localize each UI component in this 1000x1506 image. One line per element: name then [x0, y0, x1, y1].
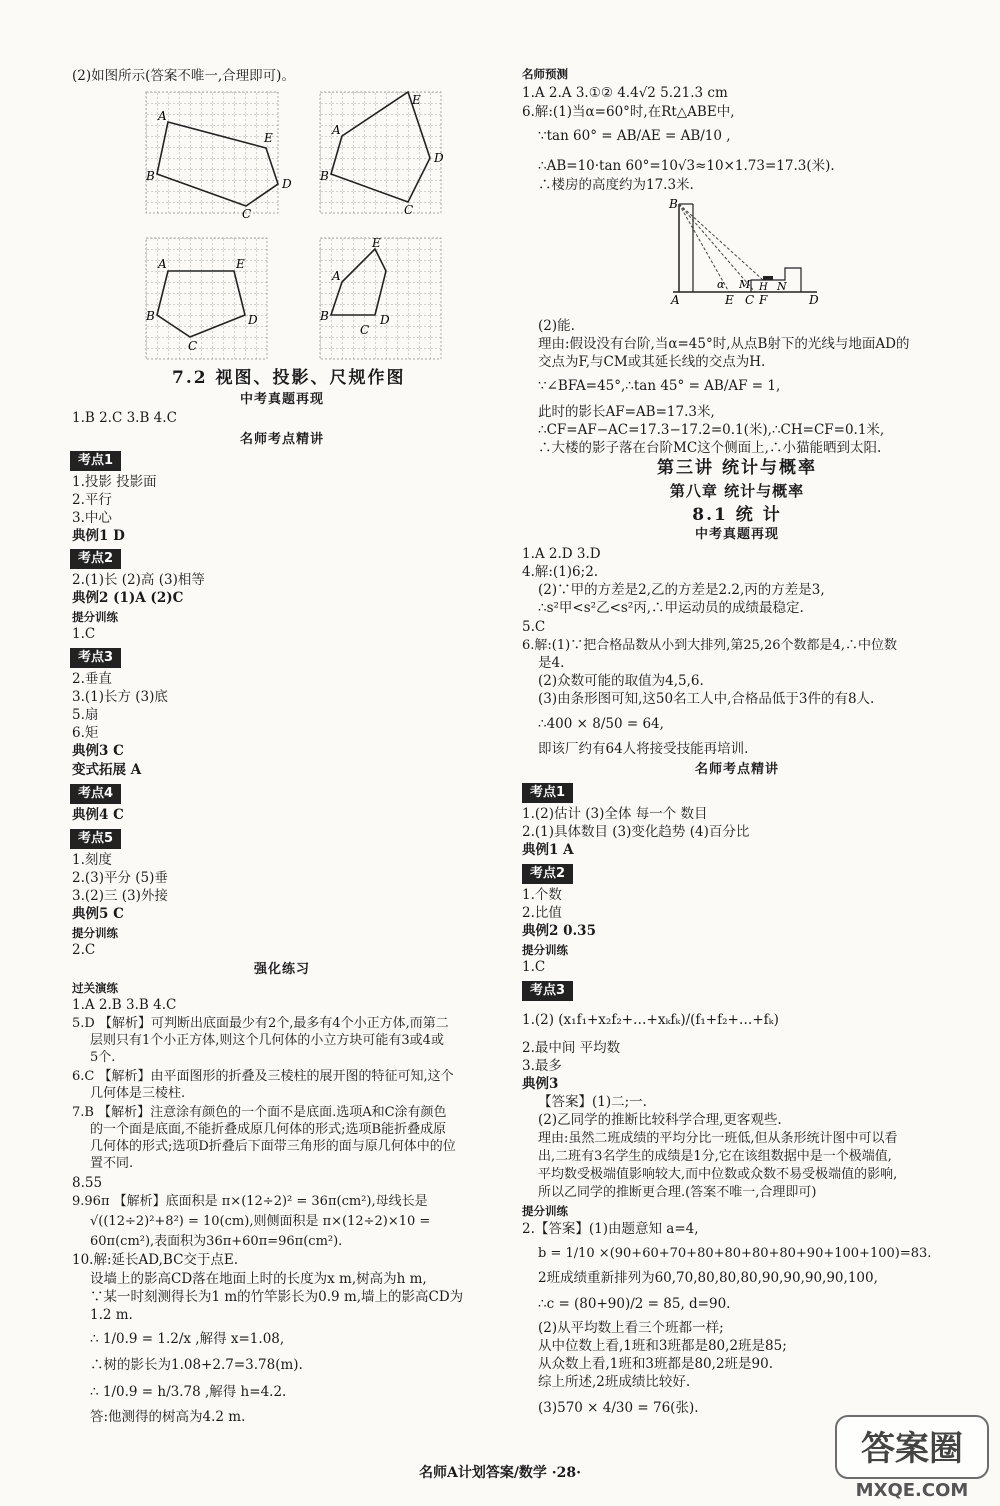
text-line: 置不同.: [90, 1156, 134, 1171]
text-line: 提分训练: [522, 943, 568, 957]
text-line: 1.B 2.C 3.B 4.C: [72, 410, 177, 426]
kaodian-tag: 考点2: [522, 864, 573, 884]
text-line: 1.(2)估计 (3)全体 每一个 数目: [522, 806, 708, 822]
kaodian-tag: 考点1: [522, 783, 573, 803]
text-line: (2)从平均数上看三个班都一样;: [538, 1320, 724, 1336]
label-E: E: [412, 93, 421, 107]
text-line: 1.刻度: [72, 852, 112, 868]
text-line: (2)能.: [538, 318, 575, 334]
text-line: 即该厂约有64人将接受技能再培训.: [538, 741, 749, 757]
text-line: 7.B 【解析】注意涂有颜色的一个面不是底面.选项A和C涂有颜色: [72, 1105, 447, 1120]
text-line: 理由:虽然二班成绩的平均分比一班低,但从条形统计图中可以看: [538, 1131, 898, 1146]
text-line: 典例4 C: [72, 807, 124, 823]
text-line: 平均数受极端值影响较大,而中位数或众数不易受极端值的影响,: [538, 1167, 898, 1182]
label-C: C: [404, 203, 414, 217]
label-A: A: [332, 123, 341, 137]
text-line: 8.55: [72, 1175, 103, 1191]
text-line: 5.D 【解析】可判断出底面最少有2个,最多有4个小正方体,而第二: [72, 1016, 449, 1031]
text-line: 5.C: [522, 619, 546, 635]
text-line: 典例1 D: [72, 528, 125, 544]
text-line: 2.C: [72, 942, 96, 958]
chapter-heading: 第三讲 统计与概率: [657, 458, 817, 478]
pentagon-figures: [140, 88, 510, 366]
text-line: √((12÷2)²+8²) = 10(cm),则侧面积是 π×(12÷2)×10 =: [90, 1214, 431, 1229]
text-line: 综上所述,2班成绩比较好.: [538, 1374, 691, 1390]
shadow-diagram: [667, 196, 837, 308]
label-C: C: [360, 323, 370, 337]
text-line: ∴ 1/0.9 = h/3.78 ,解得 h=4.2.: [90, 1384, 287, 1400]
text-line: 典例2 0.35: [522, 923, 596, 939]
text-line: 所以乙同学的推断更合理.(答案不唯一,合理即可): [538, 1185, 817, 1200]
text-line: 2班成绩重新排列为60,70,80,80,80,90,90,90,90,100,: [538, 1270, 878, 1286]
figure-2: [319, 92, 444, 217]
text-line: ∴楼房的高度约为17.3米.: [538, 177, 694, 193]
text-line: (2)乙同学的推断比较科学合理,更客观些.: [538, 1112, 782, 1128]
label-E: E: [264, 131, 273, 145]
kaodian-tag: 考点5: [70, 829, 121, 849]
text-line: 6.矩: [72, 725, 99, 741]
label-A: A: [158, 109, 167, 123]
text-line: ∴大楼的影子落在台阶MC这个侧面上,∴小猫能晒到太阳.: [538, 440, 882, 456]
text-line: 1.(2) (x₁f₁+x₂f₂+…+xₖfₖ)/(f₁+f₂+…+fₖ): [522, 1012, 779, 1028]
text-line: ∵∠BFA=45°,∴tan 45° = AB/AF = 1,: [538, 378, 781, 394]
text-line: 过关演练: [72, 981, 118, 995]
text-line: 理由:假设没有台阶,当α=45°时,从点B射下的光线与地面AD的: [538, 336, 910, 352]
subheading: 名师考点精讲: [239, 432, 324, 447]
text-line: 1.个数: [522, 887, 562, 903]
text-line: 3.(2)三 (3)外接: [72, 888, 168, 904]
text-line: 2.(1)具体数目 (3)变化趋势 (4)百分比: [522, 824, 750, 840]
text-line: 2.垂直: [72, 671, 112, 687]
section-title-7-2: 7.2 视图、投影、尺规作图: [172, 368, 406, 388]
text-line: (3)570 × 4/30 = 76(张).: [538, 1400, 699, 1416]
text-line: 从中位数上看,1班和3班都是80,2班是85;: [538, 1338, 787, 1354]
text-line: (2)∵甲的方差是2,乙的方差是2.2,丙的方差是3,: [538, 582, 825, 598]
text-line: ∴400 × 8/50 = 64,: [538, 716, 664, 732]
text-line: 6.解:(1)∵把合格品数从小到大排列,第25,26个数都是4,∴中位数: [522, 638, 897, 653]
label-D: D: [248, 313, 258, 327]
text-line: 提分训练: [72, 610, 118, 624]
text-line: 2.【答案】(1)由题意知 a=4,: [522, 1221, 699, 1237]
svg-text:MXQE.COM: MXQE.COM: [855, 1480, 969, 1500]
label-A: A: [158, 257, 167, 271]
text-line: 典例2 (1)A (2)C: [72, 590, 184, 606]
text-line: 6.解:(1)当α=60°时,在Rt△ABE中,: [522, 104, 735, 120]
text-line: 出,二班有3名学生的成绩是1分,它在该组数据中是一个极端值,: [538, 1149, 892, 1164]
svg-text:答案圈: 答案圈: [861, 1429, 963, 1469]
label-D: D: [380, 313, 390, 327]
text-line: 2.平行: [72, 492, 112, 508]
text-line: 1.A 2.A 3.①② 4.4√2 5.21.3 cm: [522, 85, 728, 101]
kaodian-tag: 考点3: [70, 648, 121, 668]
text-line: 几何体的形式;选项D折叠后下面带三角形的面与原几何体中的位: [90, 1139, 456, 1154]
text-line: 设墙上的影高CD落在地面上时的长度为x m,树高为h m,: [90, 1271, 427, 1287]
text-line: 【答案】(1)二;一.: [538, 1094, 647, 1110]
label-C: C: [242, 207, 252, 221]
text-line: 2.(1)长 (2)高 (3)相等: [72, 572, 205, 588]
label-B: B: [320, 169, 329, 183]
subheading: 强化练习: [253, 962, 310, 977]
text-line: 60π(cm²),表面积为36π+60π=96π(cm²).: [90, 1234, 343, 1249]
text-line: 5个.: [90, 1050, 116, 1065]
text-line: 提分训练: [522, 1204, 568, 1218]
subheading: 名师考点精讲: [694, 762, 779, 777]
label-alpha: α: [717, 278, 725, 291]
label-A: A: [332, 269, 341, 283]
figure-1: [145, 92, 292, 221]
text-line: 9.96π 【解析】底面积是 π×(12÷2)² = 36π(cm²),母线长是: [72, 1194, 428, 1209]
text-line: 此时的影长AF=AB=17.3米,: [538, 404, 715, 420]
subheading: 中考真题再现: [239, 392, 324, 407]
text-line: 10.解:延长AD,BC交于点E.: [72, 1252, 239, 1268]
label-E: E: [236, 257, 245, 271]
label-B: B: [669, 197, 678, 211]
page-footer: 名师A计划答案/数学 ·28·: [418, 1465, 582, 1481]
label-N: N: [777, 280, 787, 293]
text-line: 2.比值: [522, 905, 562, 921]
label-E: E: [372, 236, 381, 250]
kaodian-tag: 考点1: [70, 451, 121, 471]
label-E: E: [725, 293, 734, 307]
text-line: 2.最中间 平均数: [522, 1040, 621, 1056]
text-line: ∴树的影长为1.08+2.7=3.78(m).: [90, 1357, 303, 1373]
text-line: 交点为F,与CM或其延长线的交点为H.: [538, 354, 766, 370]
chapter-heading: 第八章 统计与概率: [669, 482, 805, 500]
text-line: 提分训练: [72, 926, 118, 940]
section-title-8-1: 8.1 统 计: [692, 505, 782, 525]
label-D: D: [282, 177, 292, 191]
text-line: 1.A 2.B 3.B 4.C: [72, 997, 177, 1013]
text-line: b = 1/10 ×(90+60+70+80+80+80+80+90+100+100)=83.: [538, 1246, 932, 1261]
label-M: M: [739, 278, 751, 291]
text-line: ∵某一时刻测得长为1 m的竹竿影长为0.9 m,墙上的影高CD为: [90, 1289, 464, 1305]
text-line: 层则只有1个小正方体,则这个几何体的小立方块可能有3或4或: [90, 1033, 444, 1048]
label-D: D: [434, 151, 444, 165]
text-line: 6.C 【解析】由平面图形的折叠及三棱柱的展开图的特征可知,这个: [72, 1069, 454, 1084]
text-line: 4.解:(1)6;2.: [522, 564, 599, 580]
label-B: B: [320, 309, 329, 323]
label-C: C: [188, 339, 198, 353]
kaodian-tag: 考点4: [70, 784, 121, 804]
text-line: 5.扇: [72, 707, 99, 723]
text-line: (3)由条形图可知,这50名工人中,合格品低于3件的有8人.: [538, 691, 875, 707]
label-B: B: [146, 169, 155, 183]
text-line: ∴CF=AF−AC=17.3−17.2=0.1(米),∴CH=CF=0.1米,: [538, 422, 885, 438]
text-line: 典例1 A: [522, 842, 574, 858]
text-line: 1.A 2.D 3.D: [522, 546, 601, 562]
label-B: B: [146, 309, 155, 323]
text-line: 变式拓展 A: [72, 762, 142, 778]
text-line: 典例3 C: [72, 743, 124, 759]
figure-4: [319, 236, 441, 359]
text-line: (2)如图所示(答案不唯一,合理即可)。: [72, 68, 295, 84]
figure-3: [145, 238, 267, 359]
text-line: ∴AB=10·tan 60°=10√3≈10×1.73=17.3(米).: [538, 158, 835, 174]
label-C: C: [745, 293, 755, 307]
text-line: 从众数上看,1班和3班都是80,2班是90.: [538, 1356, 773, 1372]
text-line: 1.C: [72, 626, 96, 642]
watermark-logo: [832, 1412, 992, 1500]
text-line: 答:他测得的树高为4.2 m.: [90, 1409, 246, 1425]
label-D: D: [809, 293, 819, 307]
text-line: 1.C: [522, 959, 546, 975]
label-F: F: [759, 293, 768, 307]
label-A: A: [671, 293, 680, 307]
text-line: (2)众数可能的取值为4,5,6.: [538, 673, 704, 689]
text-line: 1.投影 投影面: [72, 474, 157, 490]
text-line: 3.最多: [522, 1058, 562, 1074]
text-line: ∴c = (80+90)/2 = 85, d=90.: [538, 1296, 731, 1312]
text-line: 名师预测: [522, 67, 568, 81]
text-line: ∴ 1/0.9 = 1.2/x ,解得 x=1.08,: [90, 1331, 285, 1347]
kaodian-tag: 考点2: [70, 549, 121, 569]
subheading: 中考真题再现: [694, 527, 779, 542]
kaodian-tag: 考点3: [522, 981, 573, 1001]
text-line: 2.(3)平分 (5)垂: [72, 870, 168, 886]
text-line: 典例5 C: [72, 906, 124, 922]
text-line: 3.(1)长方 (3)底: [72, 689, 168, 705]
text-line: 是4.: [538, 655, 565, 671]
text-line: 几何体是三棱柱.: [90, 1086, 186, 1101]
text-line: 的一个面是底面,不能折叠成原几何体的形式;选项B能折叠成原: [90, 1122, 447, 1137]
text-line: ∴s²甲<s²乙<s²丙,∴甲运动员的成绩最稳定.: [538, 600, 804, 616]
label-H: H: [759, 282, 768, 293]
text-line: ∵tan 60° = AB/AE = AB/10 ,: [538, 128, 731, 144]
text-line: 1.2 m.: [90, 1307, 133, 1323]
text-line: 3.中心: [72, 510, 112, 526]
text-line: 典例3: [522, 1076, 559, 1092]
